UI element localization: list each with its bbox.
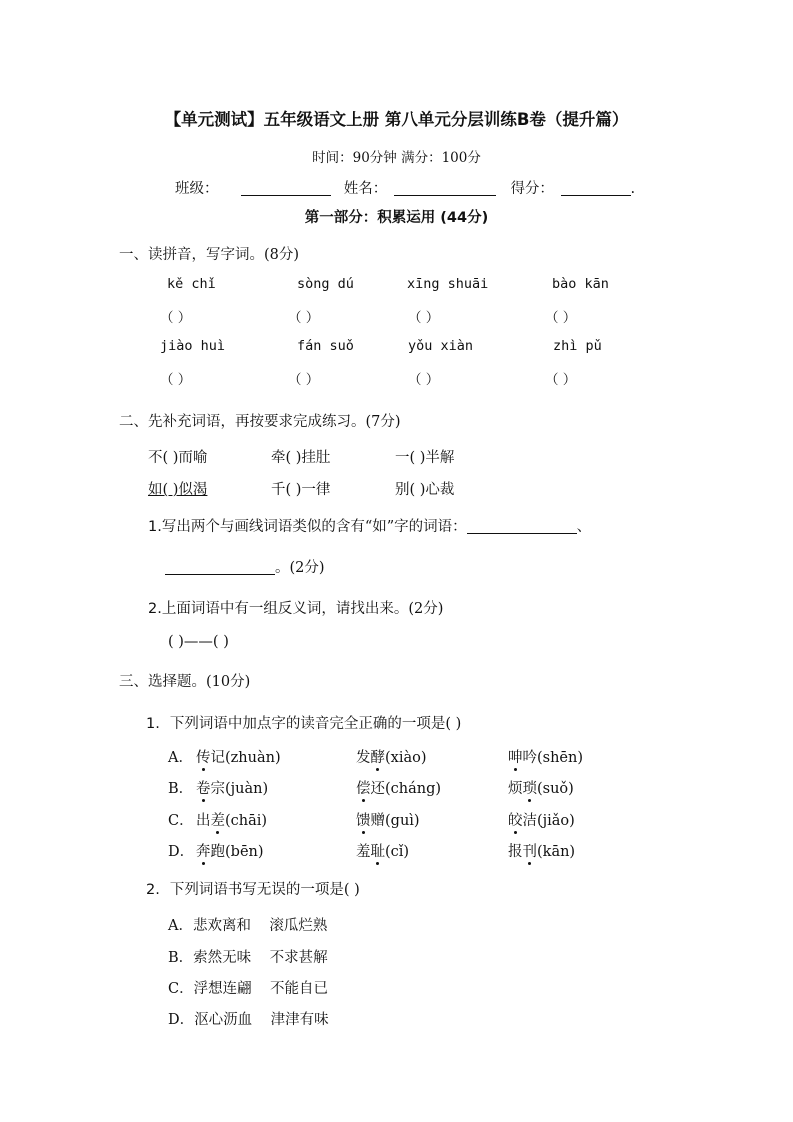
name-field[interactable] xyxy=(394,181,496,196)
dotted-char: 皎 xyxy=(508,813,523,829)
separator: 、 xyxy=(576,519,592,535)
idiom-5[interactable]: 千( )一律 xyxy=(271,482,331,498)
student-info-row xyxy=(175,177,635,198)
word-char: 出 xyxy=(196,813,211,829)
answer-blank-5[interactable]: （ ） xyxy=(160,372,192,388)
question-number: 2. xyxy=(148,601,162,617)
answer-blank-3[interactable]: （ ） xyxy=(408,310,440,326)
answer-blank-1[interactable]: （ ） xyxy=(160,310,192,326)
section2-title: 二、先补充词语，再按要求完成练习。(7分) xyxy=(119,414,401,430)
idiom-2[interactable]: 牵( )挂肚 xyxy=(271,450,331,466)
section2-question-2 xyxy=(148,597,443,618)
word-char: 羞 xyxy=(356,844,371,860)
answer-line-1[interactable] xyxy=(467,519,577,534)
question-text: 下列词语中加点字的读音完全正确的一项是( ) xyxy=(169,716,462,732)
q1-option-word xyxy=(508,777,574,798)
question-number: 2. xyxy=(146,882,160,898)
word-rest: (xiào) xyxy=(385,750,427,766)
dotted-char: 琐 xyxy=(522,781,537,797)
q1-option-letter[interactable]: B． xyxy=(168,781,194,797)
q1-option-letter[interactable]: C． xyxy=(168,813,194,829)
answer-blank-2[interactable]: （ ） xyxy=(288,310,320,326)
part1-title: 第一部分：积累运用 (44分) xyxy=(304,210,489,226)
word-rest: 赠(guì) xyxy=(370,813,420,829)
section3-title: 三、选择题。(10分) xyxy=(119,674,251,690)
word-rest: 跑(bēn) xyxy=(210,844,264,860)
q2-option[interactable] xyxy=(168,977,328,998)
score-field[interactable] xyxy=(561,181,631,196)
section1-title: 一、读拼音，写字词。(8分) xyxy=(119,247,300,263)
answer-blank-6[interactable]: （ ） xyxy=(288,372,320,388)
q1-option-word xyxy=(356,777,441,798)
name-label: 姓名： xyxy=(343,181,388,197)
idiom-6[interactable]: 别( )心裁 xyxy=(395,482,455,498)
word-rest: (chāi) xyxy=(225,813,268,829)
class-field[interactable] xyxy=(241,181,331,196)
question-text: 写出两个与画线词语类似的含有“如”字的词语： xyxy=(161,519,467,535)
section2-question-1 xyxy=(148,515,591,536)
option-text: 沤心沥血 津津有味 xyxy=(194,1012,329,1028)
option-text: 悲欢离和 滚瓜烂熟 xyxy=(192,918,328,934)
word-rest: 记(zhuàn) xyxy=(210,750,281,766)
dotted-char: 耻 xyxy=(370,844,385,860)
word-rest: (suǒ) xyxy=(537,781,574,797)
pinyin-2: sòng dú xyxy=(297,276,354,292)
q2-option[interactable] xyxy=(168,914,327,935)
q1-option-word xyxy=(196,840,264,861)
q1-option-word xyxy=(508,840,575,861)
word-rest: 宗(juàn) xyxy=(210,781,269,797)
pinyin-7: yǒu xiàn xyxy=(408,338,474,354)
score-label: 得分： xyxy=(510,181,554,197)
word-rest: 吟(shēn) xyxy=(522,750,584,766)
pinyin-4: bào kān xyxy=(552,276,609,292)
pinyin-5: jiào huì xyxy=(160,338,226,354)
word-rest: 还(cháng) xyxy=(370,781,442,797)
q1-option-word xyxy=(356,809,420,830)
answer-blank-4[interactable]: （ ） xyxy=(545,310,577,326)
dotted-char: 酵 xyxy=(370,750,385,766)
question-text: 上面词语中有一组反义词，请找出来。(2分) xyxy=(161,601,444,617)
dotted-char: 差 xyxy=(210,813,225,829)
q1-option-word xyxy=(508,809,575,830)
word-char: 发 xyxy=(356,750,371,766)
option-text: 索然无味 不求甚解 xyxy=(193,950,328,966)
class-label: 班级： xyxy=(175,181,219,197)
word-char: 烦 xyxy=(508,781,523,797)
question-number: 1. xyxy=(146,716,160,732)
answer-blank-7[interactable]: （ ） xyxy=(408,372,440,388)
dotted-char: 呻 xyxy=(508,750,523,766)
dotted-char: 馈 xyxy=(356,813,371,829)
q1-option-word xyxy=(196,746,281,767)
word-char: 报 xyxy=(508,844,523,860)
pinyin-3: xīng shuāi xyxy=(407,276,489,292)
option-letter: A． xyxy=(168,918,193,934)
section3-question-2 xyxy=(146,878,360,899)
page-title: 【单元测试】五年级语文上册 第八单元分层训练B卷（提升篇） xyxy=(164,110,629,129)
option-text: 浮想连翩 不能自已 xyxy=(193,981,329,997)
antonym-answer[interactable]: ( )——( ) xyxy=(168,634,229,650)
q2-option[interactable] xyxy=(168,1008,329,1029)
pinyin-1: kě chǐ xyxy=(167,276,216,292)
dotted-char: 偿 xyxy=(356,781,371,797)
time-info: 时间：90分钟 满分：100分 xyxy=(312,150,481,166)
answer-blank-8[interactable]: （ ） xyxy=(545,372,577,388)
option-letter: C． xyxy=(168,981,194,997)
q1-option-word xyxy=(508,746,583,767)
q1-option-word xyxy=(196,809,267,830)
section3-question-1 xyxy=(146,712,461,733)
q1-option-word xyxy=(356,840,409,861)
pinyin-8: zhì pǔ xyxy=(553,338,602,354)
q2-option[interactable] xyxy=(168,946,328,967)
section2-question-1-cont xyxy=(165,556,325,577)
question-text: 下列词语书写无误的一项是( ) xyxy=(169,882,360,898)
option-letter: B． xyxy=(168,950,194,966)
idiom-3[interactable]: 一( )半解 xyxy=(395,450,455,466)
q1-option-word xyxy=(196,777,268,798)
dotted-char: 传 xyxy=(196,750,211,766)
word-rest: (cǐ) xyxy=(385,844,410,860)
pinyin-6: fán suǒ xyxy=(297,338,354,354)
question-number: 1. xyxy=(148,519,162,535)
q1-option-letter[interactable]: D． xyxy=(168,844,195,860)
dotted-char: 奔 xyxy=(196,844,211,860)
question-end: 。(2分) xyxy=(275,560,325,576)
q1-option-letter[interactable]: A． xyxy=(168,750,193,766)
idiom-1[interactable]: 不( )而喻 xyxy=(148,450,208,466)
idiom-underlined[interactable]: 如( )似渴 xyxy=(148,482,208,498)
word-rest: 洁(jiǎo) xyxy=(522,813,575,829)
q1-option-word xyxy=(356,746,427,767)
word-rest: (kān) xyxy=(537,844,576,860)
end-period: . xyxy=(630,181,636,197)
option-letter: D． xyxy=(168,1012,195,1028)
dotted-char: 刊 xyxy=(522,844,537,860)
dotted-char: 卷 xyxy=(196,781,211,797)
answer-line-2[interactable] xyxy=(165,560,275,575)
